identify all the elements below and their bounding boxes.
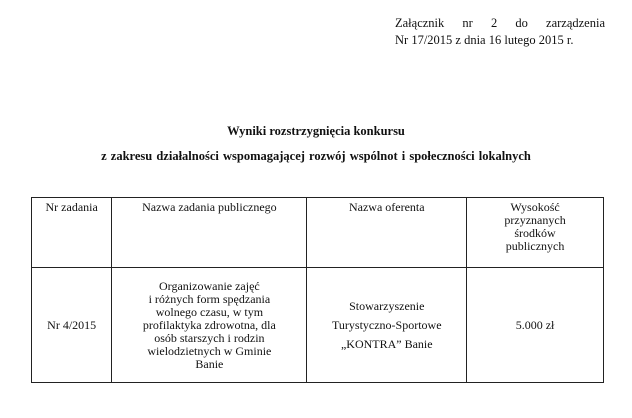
- annex-reference: [395, 15, 605, 49]
- header-amount-line: publicznych: [505, 239, 565, 253]
- task-name-line: osób starszych i rodzin: [154, 330, 265, 345]
- task-name-line: wielodzietnych w Gminie: [147, 343, 272, 358]
- task-name-line: wolnego czasu, w tym: [155, 304, 264, 319]
- document-subtitle: z zakresu działalności wspomagającej rozwój wspólnot i społeczności lokalnych: [101, 149, 531, 163]
- annex-line-2: Nr 17/2015 z dnia 16 lutego 2015 r.: [395, 33, 574, 47]
- header-amount-line: środków: [514, 226, 556, 240]
- annex-word: zarządzenia: [546, 16, 605, 30]
- annex-word: nr: [462, 16, 473, 30]
- results-table: [31, 197, 604, 383]
- cell-amount: 5.000 zł: [467, 268, 604, 383]
- header-amount-line: przyznanych: [504, 213, 566, 227]
- document-title: Wyniki rozstrzygnięcia konkursu: [227, 124, 405, 138]
- offerer-line: Stowarzyszenie: [349, 299, 425, 313]
- table-header-row: [32, 198, 604, 268]
- task-name-line: profilaktyka zdrowotna, dla: [142, 317, 276, 332]
- cell-task-number: Nr 4/2015: [32, 268, 112, 383]
- header-offerer: Nazwa oferenta: [307, 198, 467, 268]
- table-row: [32, 268, 604, 383]
- header-amount: [467, 198, 604, 268]
- task-name-line: i różnych form spędzania: [148, 291, 271, 306]
- cell-task-name: [112, 268, 307, 383]
- annex-word: do: [515, 16, 528, 30]
- annex-line-1: [395, 15, 605, 32]
- header-task-number: Nr zadania: [32, 198, 112, 268]
- cell-offerer: [307, 268, 467, 383]
- annex-word: Załącznik: [395, 16, 445, 30]
- task-name-line: Banie: [195, 356, 224, 371]
- header-amount-line: Wysokość: [510, 200, 560, 214]
- annex-word: 2: [490, 16, 498, 30]
- header-task-name: Nazwa zadania publicznego: [112, 198, 307, 268]
- task-name-line: Organizowanie zajęć: [159, 278, 260, 293]
- offerer-line: „KONTRA” Banie: [340, 337, 433, 351]
- offerer-line: Turystyczno-Sportowe: [332, 318, 442, 332]
